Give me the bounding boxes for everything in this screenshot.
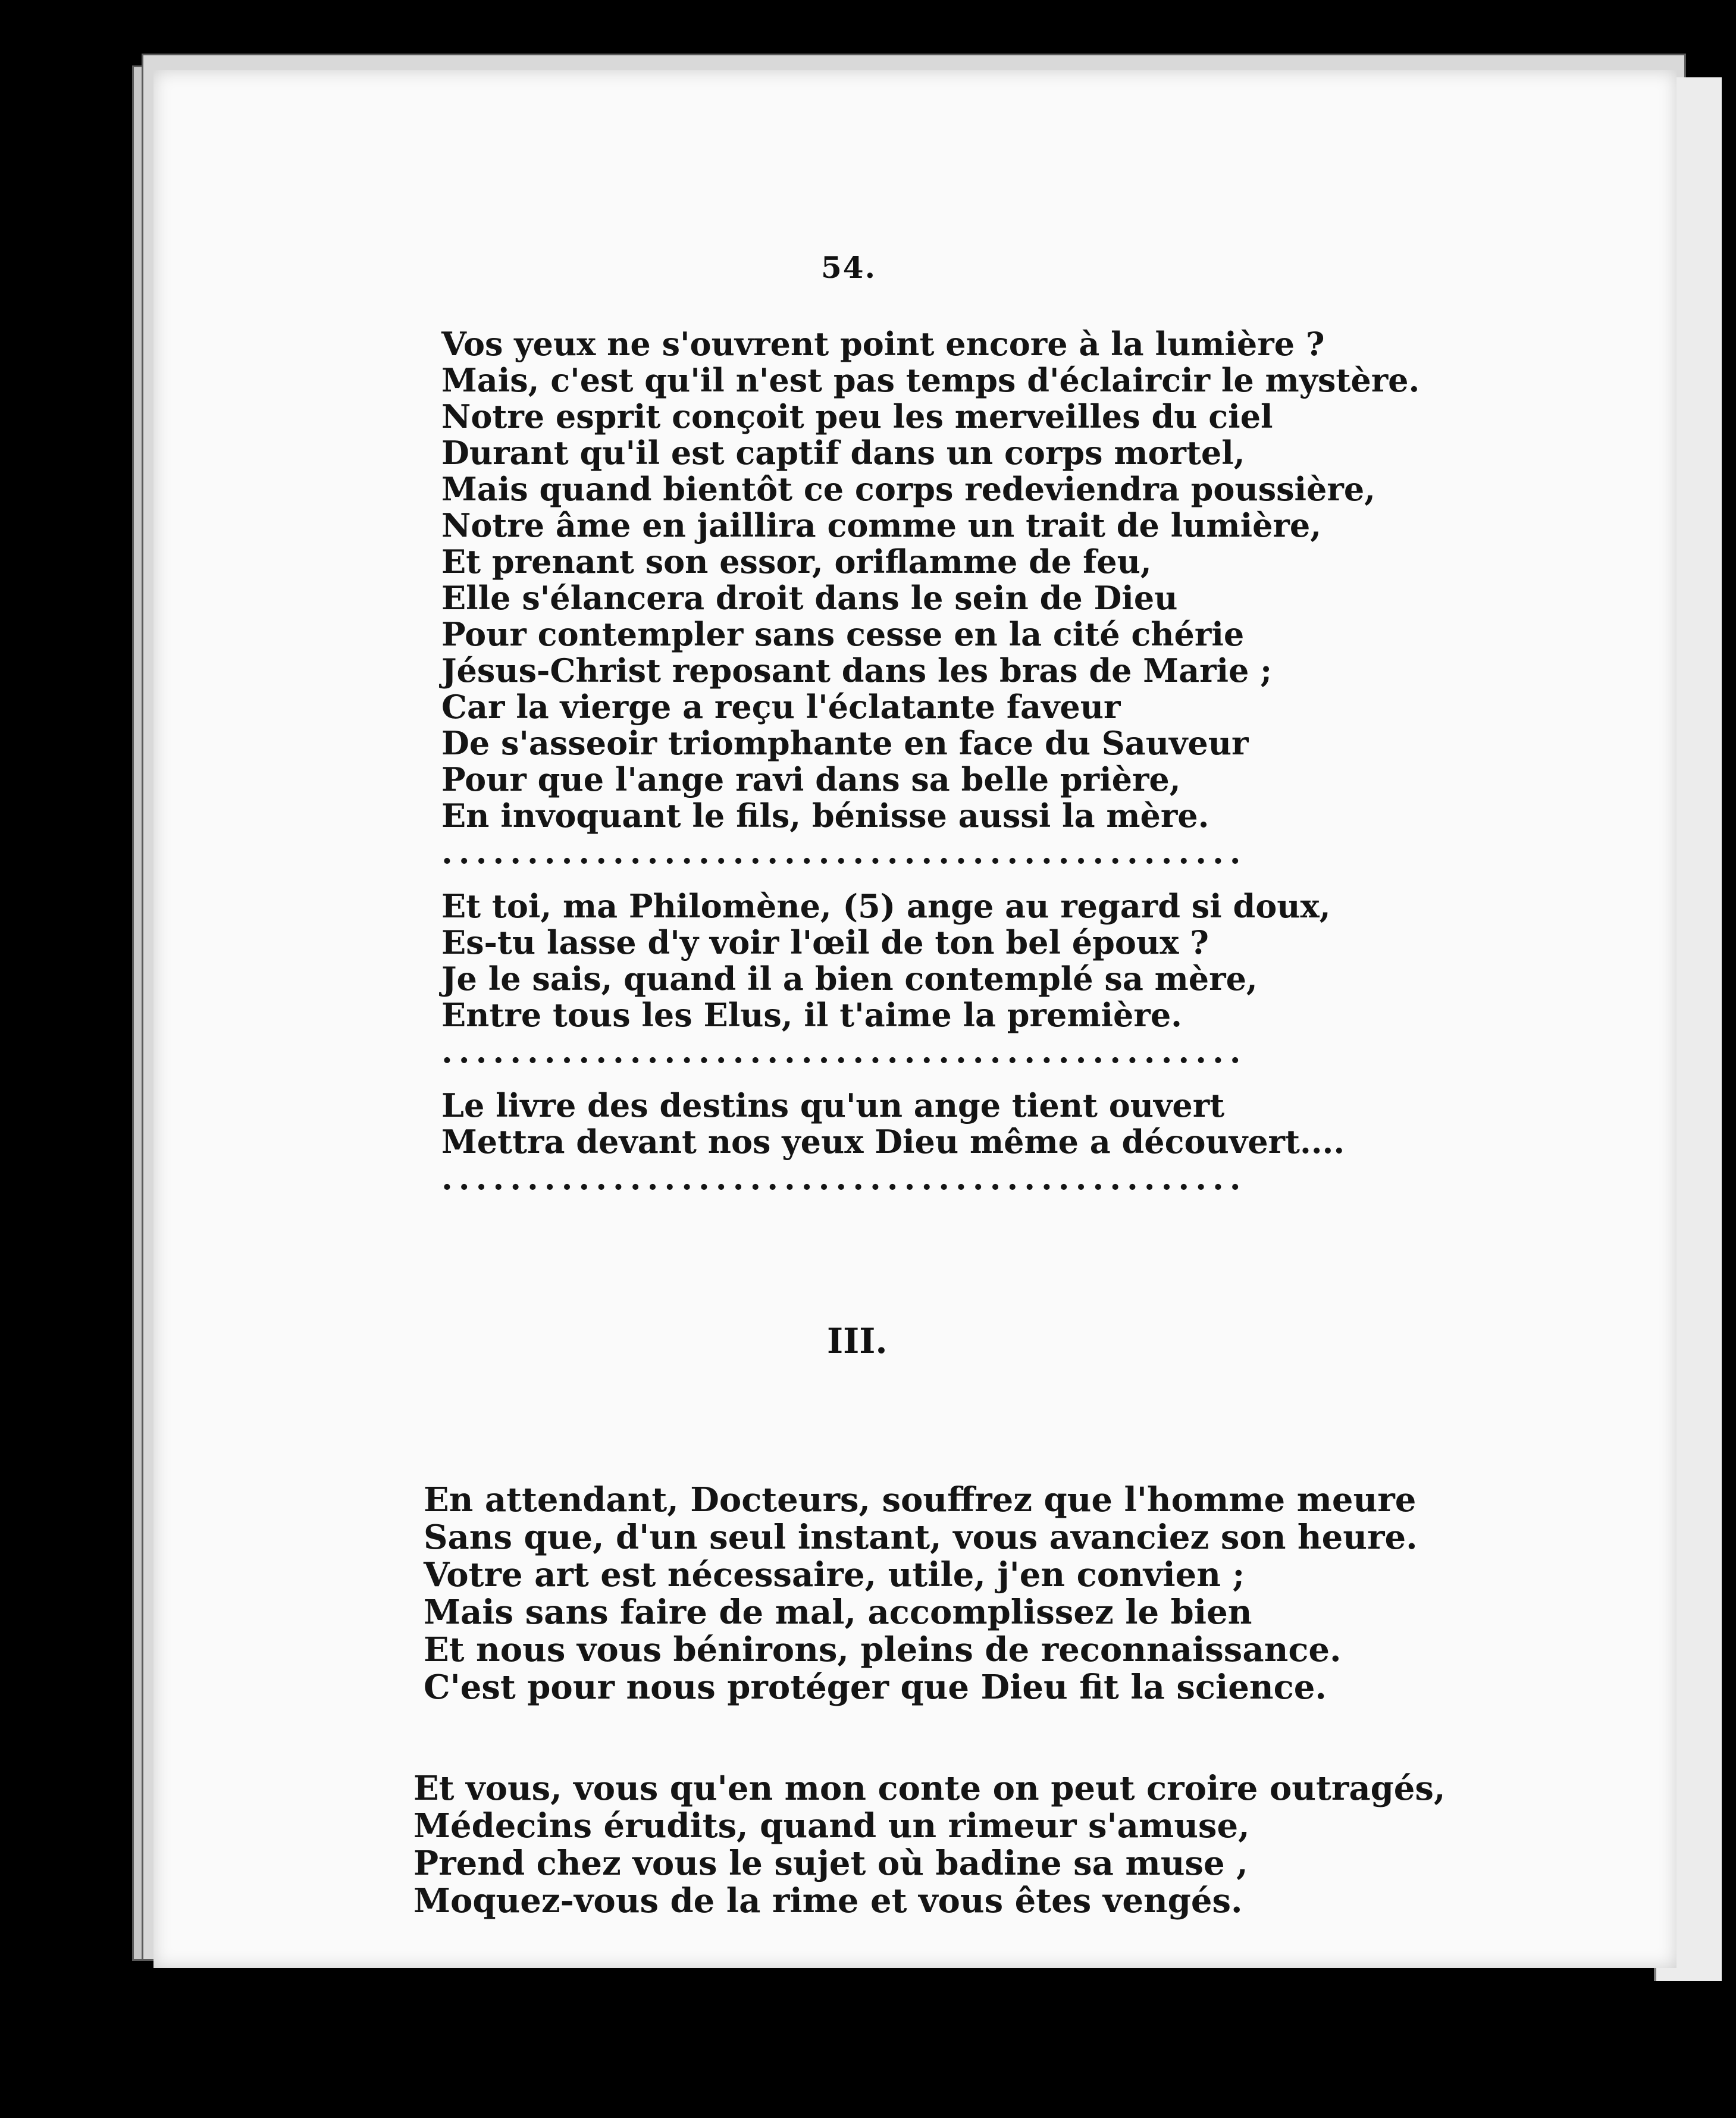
verse-line: Et toi, ma Philomène, (5) ange au regard si doux, <box>441 887 1331 925</box>
verse-line: Notre âme en jaillira comme un trait de lumière, <box>441 506 1322 544</box>
dotted-separator: ............................................... <box>441 834 1247 870</box>
stanza-gap <box>441 870 1310 888</box>
verse-line: Médecins érudits, quand un rimeur s'amuse, <box>413 1806 1250 1846</box>
verse-line: Mettra devant nos yeux Dieu même a découvert.... <box>441 1123 1345 1161</box>
verse-line: Et prenant son essor, oriflamme de feu, <box>441 543 1152 581</box>
verse-line: Pour contempler sans cesse en la cité chérie <box>441 615 1245 653</box>
verse-line: Sans que, d'un seul instant, vous avanciez son heure. <box>424 1518 1418 1557</box>
verse-line: C'est pour nous protéger que Dieu fit la science. <box>424 1668 1327 1707</box>
verse-line: Et vous, vous qu'en mon conte on peut croire outragés, <box>413 1769 1446 1808</box>
page-number: 54. <box>821 250 876 285</box>
verse-line: Prend chez vous le sujet où badine sa muse , <box>413 1844 1248 1883</box>
verse-line: Entre tous les Elus, il t'aime la première. <box>441 996 1182 1034</box>
verse-line: Car la vierge a reçu l'éclatante faveur <box>441 688 1121 726</box>
verse-line: Votre art est nécessaire, utile, j'en convien ; <box>424 1555 1245 1594</box>
verse-line: Vos yeux ne s'ouvrent point encore à la lumière ? <box>441 325 1325 363</box>
dotted-separator: ............................................... <box>441 1033 1247 1070</box>
verse-block-2 <box>424 1481 1418 1706</box>
stanza-gap <box>441 1070 1310 1088</box>
verse-line: Mais quand bientôt ce corps redeviendra poussière, <box>441 470 1375 508</box>
verse-line: En attendant, Docteurs, souffrez que l'homme meure <box>424 1480 1417 1519</box>
verse-line: Es-tu lasse d'y voir l'œil de ton bel époux ? <box>441 923 1209 961</box>
verse-line: Je le sais, quand il a bien contemplé sa mère, <box>441 960 1258 998</box>
verse-line: Jésus-Christ reposant dans les bras de Marie ; <box>441 651 1273 690</box>
verse-line: Et nous vous bénirons, pleins de reconnaissance. <box>424 1630 1342 1669</box>
verse-line: Durant qu'il est captif dans un corps mortel, <box>441 434 1245 472</box>
verse-line: Moquez-vous de la rime et vous êtes vengés. <box>413 1881 1243 1920</box>
verse-line: Notre esprit conçoit peu les merveilles du ciel <box>441 397 1273 435</box>
verse-block-1 <box>441 325 1420 1196</box>
verse-line: Mais, c'est qu'il n'est pas temps d'éclaircir le mystère. <box>441 361 1420 399</box>
verse-line: Le livre des destins qu'un ange tient ouvert <box>441 1086 1225 1124</box>
verse-block-3 <box>413 1770 1445 1920</box>
section-title: III. <box>827 1321 888 1361</box>
verse-line: Pour que l'ange ravi dans sa belle prière, <box>441 760 1181 798</box>
dotted-separator: ............................................... <box>441 1160 1247 1196</box>
verse-line: Elle s'élancera droit dans le sein de Dieu <box>441 579 1178 617</box>
verse-line: De s'asseoir triomphante en face du Sauveur <box>441 724 1249 762</box>
verse-line: Mais sans faire de mal, accomplissez le bien <box>424 1593 1252 1632</box>
verse-line: En invoquant le fils, bénisse aussi la mère. <box>441 797 1209 835</box>
